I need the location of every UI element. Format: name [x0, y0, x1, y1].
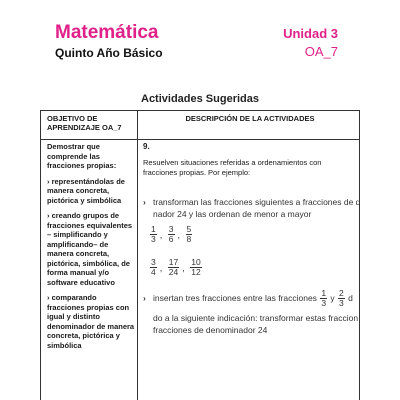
bullet-2-text-post: d [348, 292, 353, 303]
objective-bullet: › representándolas de manera concreta, pictórica y simbólica [47, 176, 125, 205]
objective-column-header: OBJETIVO DE APRENDIZAJE OA_7 [47, 114, 122, 132]
fraction: $\frac{1}{3}$ [151, 224, 156, 244]
unit-label: Unidad 3 [283, 26, 338, 41]
activity-cell [143, 142, 400, 335]
page-header-left [55, 22, 163, 60]
column-divider [137, 111, 138, 400]
bullet-1-line-1: transforman las fracciones siguientes a fracciones de d [153, 197, 361, 207]
activity-intro: Resuelven situaciones referidas a ordenamientos con fracciones propias. Por ejemplo: [143, 158, 322, 177]
description-column-header: DESCRIPCIÓN DE LA ACTIVIDADES [185, 114, 315, 123]
section-title: Actividades Sugeridas [141, 93, 259, 105]
activity-number: 9. [143, 142, 150, 151]
grade-title: Quinto Año Básico [55, 46, 163, 60]
bullet-1-line-2: nador 24 y las ordenan de menor a mayor [153, 209, 312, 219]
bullet-2-line-3: fracciones de denominador 24 [153, 325, 268, 335]
fraction: $\frac{1}{3}$ [321, 288, 327, 308]
objective-cell [47, 142, 135, 356]
objective-bullet: › comparando fracciones propias con igual y distinto denominador de manera concreta, pictórica y simbólica [47, 293, 135, 350]
header-row-divider [41, 139, 359, 140]
activities-table [40, 110, 360, 400]
objective-bullet: › creando grupos de fracciones equivalentes – simplificando y amplificando– de manera concreta, pictórica, simbólica, de forma manual y/o software educativo [47, 211, 133, 287]
activity-bullet-2 [143, 289, 400, 336]
objective-intro: Demostrar que comprende las fracciones propias: [47, 142, 117, 170]
bullet-2-text-pre: insertan tres fracciones entre las fracciones [153, 292, 317, 303]
fractions-row-2: $\frac{3}{4}$ , $\frac{17}{24}$ , $\frac{10}{12}$ [151, 257, 201, 277]
bullet-2-line-2: do a la siguiente indicación: transformar estas fraccion [153, 313, 359, 323]
fraction: $\frac{5}{8}$ [186, 224, 192, 244]
bullet-2-conjunction: y [330, 292, 335, 303]
fraction: $\frac{2}{3}$ [339, 288, 344, 308]
oa-label: OA_7 [304, 44, 338, 59]
fraction: $\frac{17}{24}$ [168, 257, 179, 277]
subject-title: Matemática [55, 22, 159, 43]
fractions-row-1: $\frac{1}{3}$ , $\frac{3}{6}$ , $\frac{5}{8}$ [151, 224, 192, 244]
page-header-right [283, 26, 338, 60]
fraction: $\frac{3}{6}$ [168, 224, 174, 244]
activity-bullet-1 [143, 196, 400, 220]
fraction: $\frac{3}{4}$ [151, 257, 156, 277]
fraction: $\frac{10}{12}$ [191, 257, 201, 277]
bullet-mark: › [143, 197, 146, 207]
bullet-mark: › [143, 292, 146, 303]
